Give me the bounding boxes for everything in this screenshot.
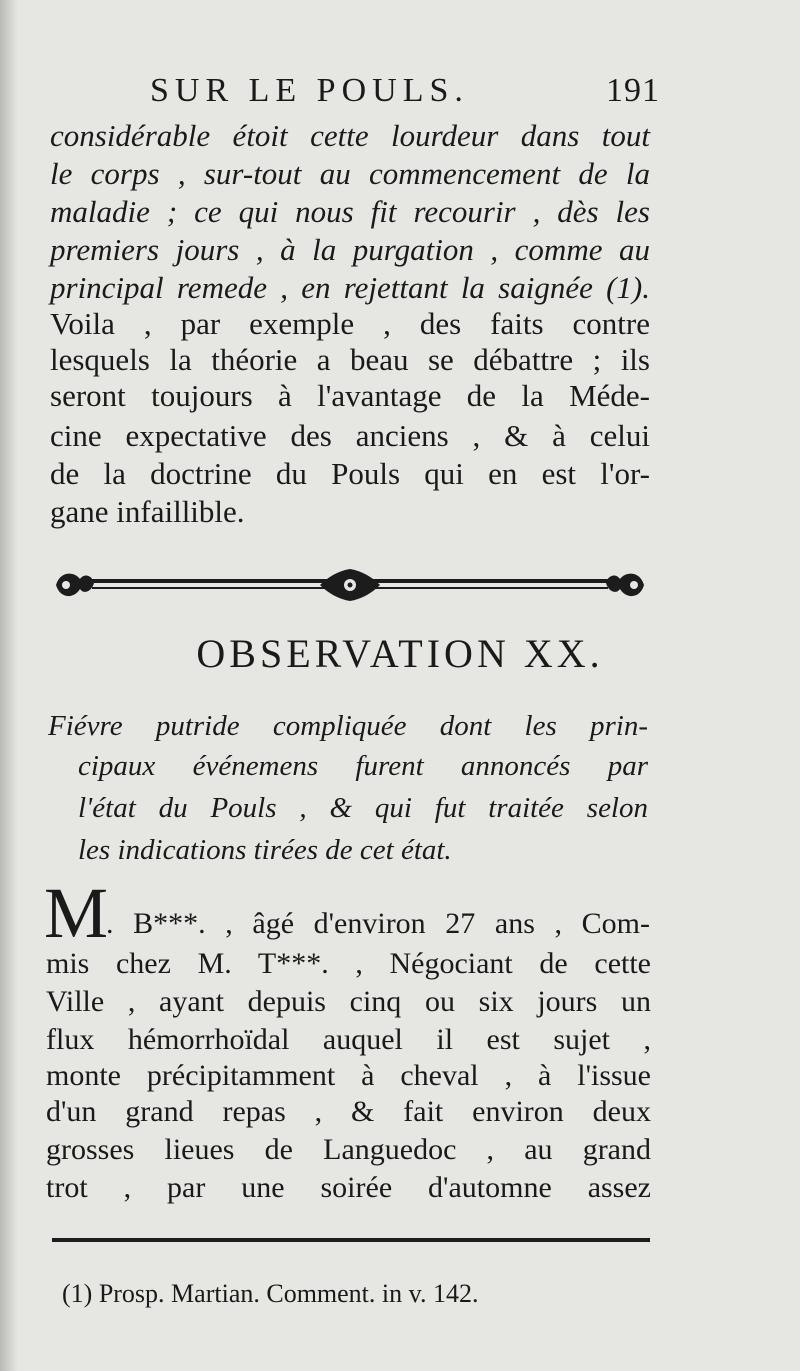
subtitle-line: l'état du Pouls , & qui fut traitée selon [78,792,648,824]
footnote: (1) Prosp. Martian. Comment. in v. 142. [62,1279,479,1308]
body-line: trot , par une soirée d'automne assez [46,1171,651,1204]
body-line: grosses lieues de Languedoc , au grand [46,1133,651,1166]
body-line: flux hémorrhoïdal auquel il est sujet , [46,1023,651,1056]
continuation-line: le corps , sur-tout au commencement de la [50,156,650,191]
observation-title: OBSERVATION XX. [196,631,604,676]
running-head [150,72,660,116]
subtitle-line: cipaux événemens furent annoncés par [78,750,648,782]
running-head-title: SUR LE POULS. [150,72,469,109]
body-line: mis chez M. T***. , Négociant de cette [46,947,651,980]
continuation-line: de la doctrine du Pouls qui en est l'or- [50,456,650,491]
continuation-line: cine expectative des anciens , & à celui [50,418,650,453]
continuation-line: considérable étoit cette lourdeur dans tout [50,118,650,153]
subtitle-line: Fiévre putride compliquée dont les prin- [48,710,648,742]
ornamental-divider [52,565,648,605]
body-line: Ville , ayant depuis cinq ou six jours un [46,985,651,1018]
drop-cap: M [44,873,109,953]
continuation-line: gane infaillible. [50,494,245,529]
subtitle-line: les indications tirées de cet état. [78,834,452,866]
continuation-line: Voila , par exemple , des faits contre [50,306,650,341]
continuation-line: premiers jours , à la purgation , comme au [50,232,650,267]
continuation-line: seront toujours à l'avantage de la Méde- [50,378,650,413]
body-line: d'un grand repas , & fait environ deux [46,1095,651,1128]
continuation-line: lesquels la théorie a beau se débattre ; ils [50,342,650,377]
continuation-line: principal remede , en rejettant la saignée (1). [50,270,650,305]
continuation-line: maladie ; ce qui nous fit recourir , dès les [50,194,650,229]
page-number: 191 [606,72,660,109]
body-line: . B***. , âgé d'environ 27 ans , Com- [106,907,650,940]
footnote-rule [52,1238,650,1242]
body-line: monte précipitamment à cheval , à l'issue [46,1059,651,1092]
